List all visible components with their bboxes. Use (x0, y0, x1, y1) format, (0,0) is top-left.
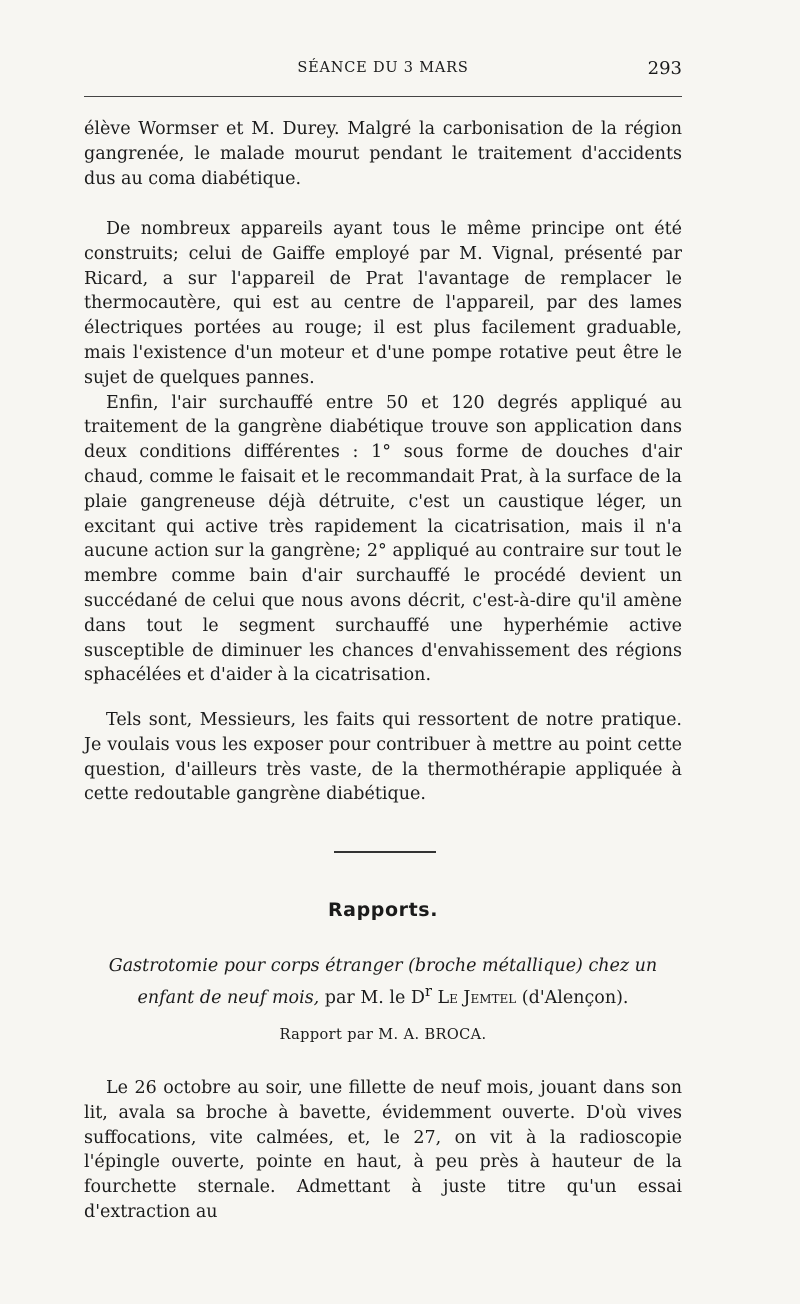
section-title: Rapports. (327, 899, 439, 921)
report-title (84, 953, 682, 1011)
running-head: SÉANCE DU 3 MARS (297, 60, 469, 76)
report-title-author: Le Jemtel (431, 987, 517, 1008)
paragraph: Le 26 octobre au soir, une fillette de neuf mois, jouant dans son lit, avala sa broche à bavette, évidemment ouverte. D'où vives suffocations, vite calmées, et, le 27, on vit à la radioscopie l'épingle ouverte, pointe en haut, à peu près à hauteur de la fourchette sternale. Admettant à juste titre qu'un essai d'extraction au (84, 1078, 682, 1222)
report-title-italic: Gastrotomie pour corps étranger (broche métallique) chez un enfant de neuf mois, (108, 956, 658, 1008)
paragraph: élève Wormser et M. Durey. Malgré la carbonisation de la région gangrenée, le malade mourut pendant le traitement d'accidents dus au coma diabétique. (84, 119, 682, 189)
report-author: Rapport par M. A. BROCA. (279, 1027, 487, 1043)
body-text-report (84, 1076, 682, 1225)
page-number: 293 (647, 58, 682, 79)
body-text-top (84, 117, 682, 191)
report-title-by: par M. le D (319, 987, 425, 1008)
paragraph: Tels sont, Messieurs, les faits qui ressortent de notre pratique. Je voulais vous les exposer pour contribuer à mettre au point cette question, d'ailleurs très vaste, de la thermothérapie appliquée à cette redoutable gangrène diabétique. (84, 710, 682, 805)
section-separator (334, 851, 436, 853)
page-header (84, 60, 682, 84)
header-rule (84, 96, 682, 97)
report-title-sup: r (424, 983, 432, 1000)
body-text-main (84, 217, 682, 688)
paragraph: De nombreux appareils ayant tous le même principe ont été construits; celui de Gaiffe employé par M. Vignal, présenté par Ricard, a sur l'appareil de Prat l'avantage de remplacer le thermocautère, qui est au centre de l'appareil, par des lames électriques portées au rouge; il est plus facilement graduable, mais l'existence d'un moteur et d'une pompe rotative peut être le sujet de quelques pannes. (84, 219, 682, 388)
paragraph: Enfin, l'air surchauffé entre 50 et 120 degrés appliqué au traitement de la gangrène diabétique trouve son application dans deux conditions différentes : 1° sous forme de douches d'air chaud, comme le faisait et le recommandait Prat, à la surface de la plaie gangreneuse déjà détruite, c'est un caustique léger, un excitant qui active très rapidement la cicatrisation, mais il n'a aucune action sur la gangrène; 2° appliqué au contraire sur tout le membre comme bain d'air surchauffé le procédé devient un succédané de celui que nous avons décrit, c'est-à-dire qu'il amène dans tout le segment surchauffé une hyperhémie active susceptible de diminuer les chances d'envahissement des régions sphacélées et d'aider à la cicatrisation. (84, 392, 682, 686)
body-text-conclusion (84, 708, 682, 807)
report-title-place: (d'Alençon). (516, 987, 629, 1008)
document-page (84, 0, 682, 1304)
